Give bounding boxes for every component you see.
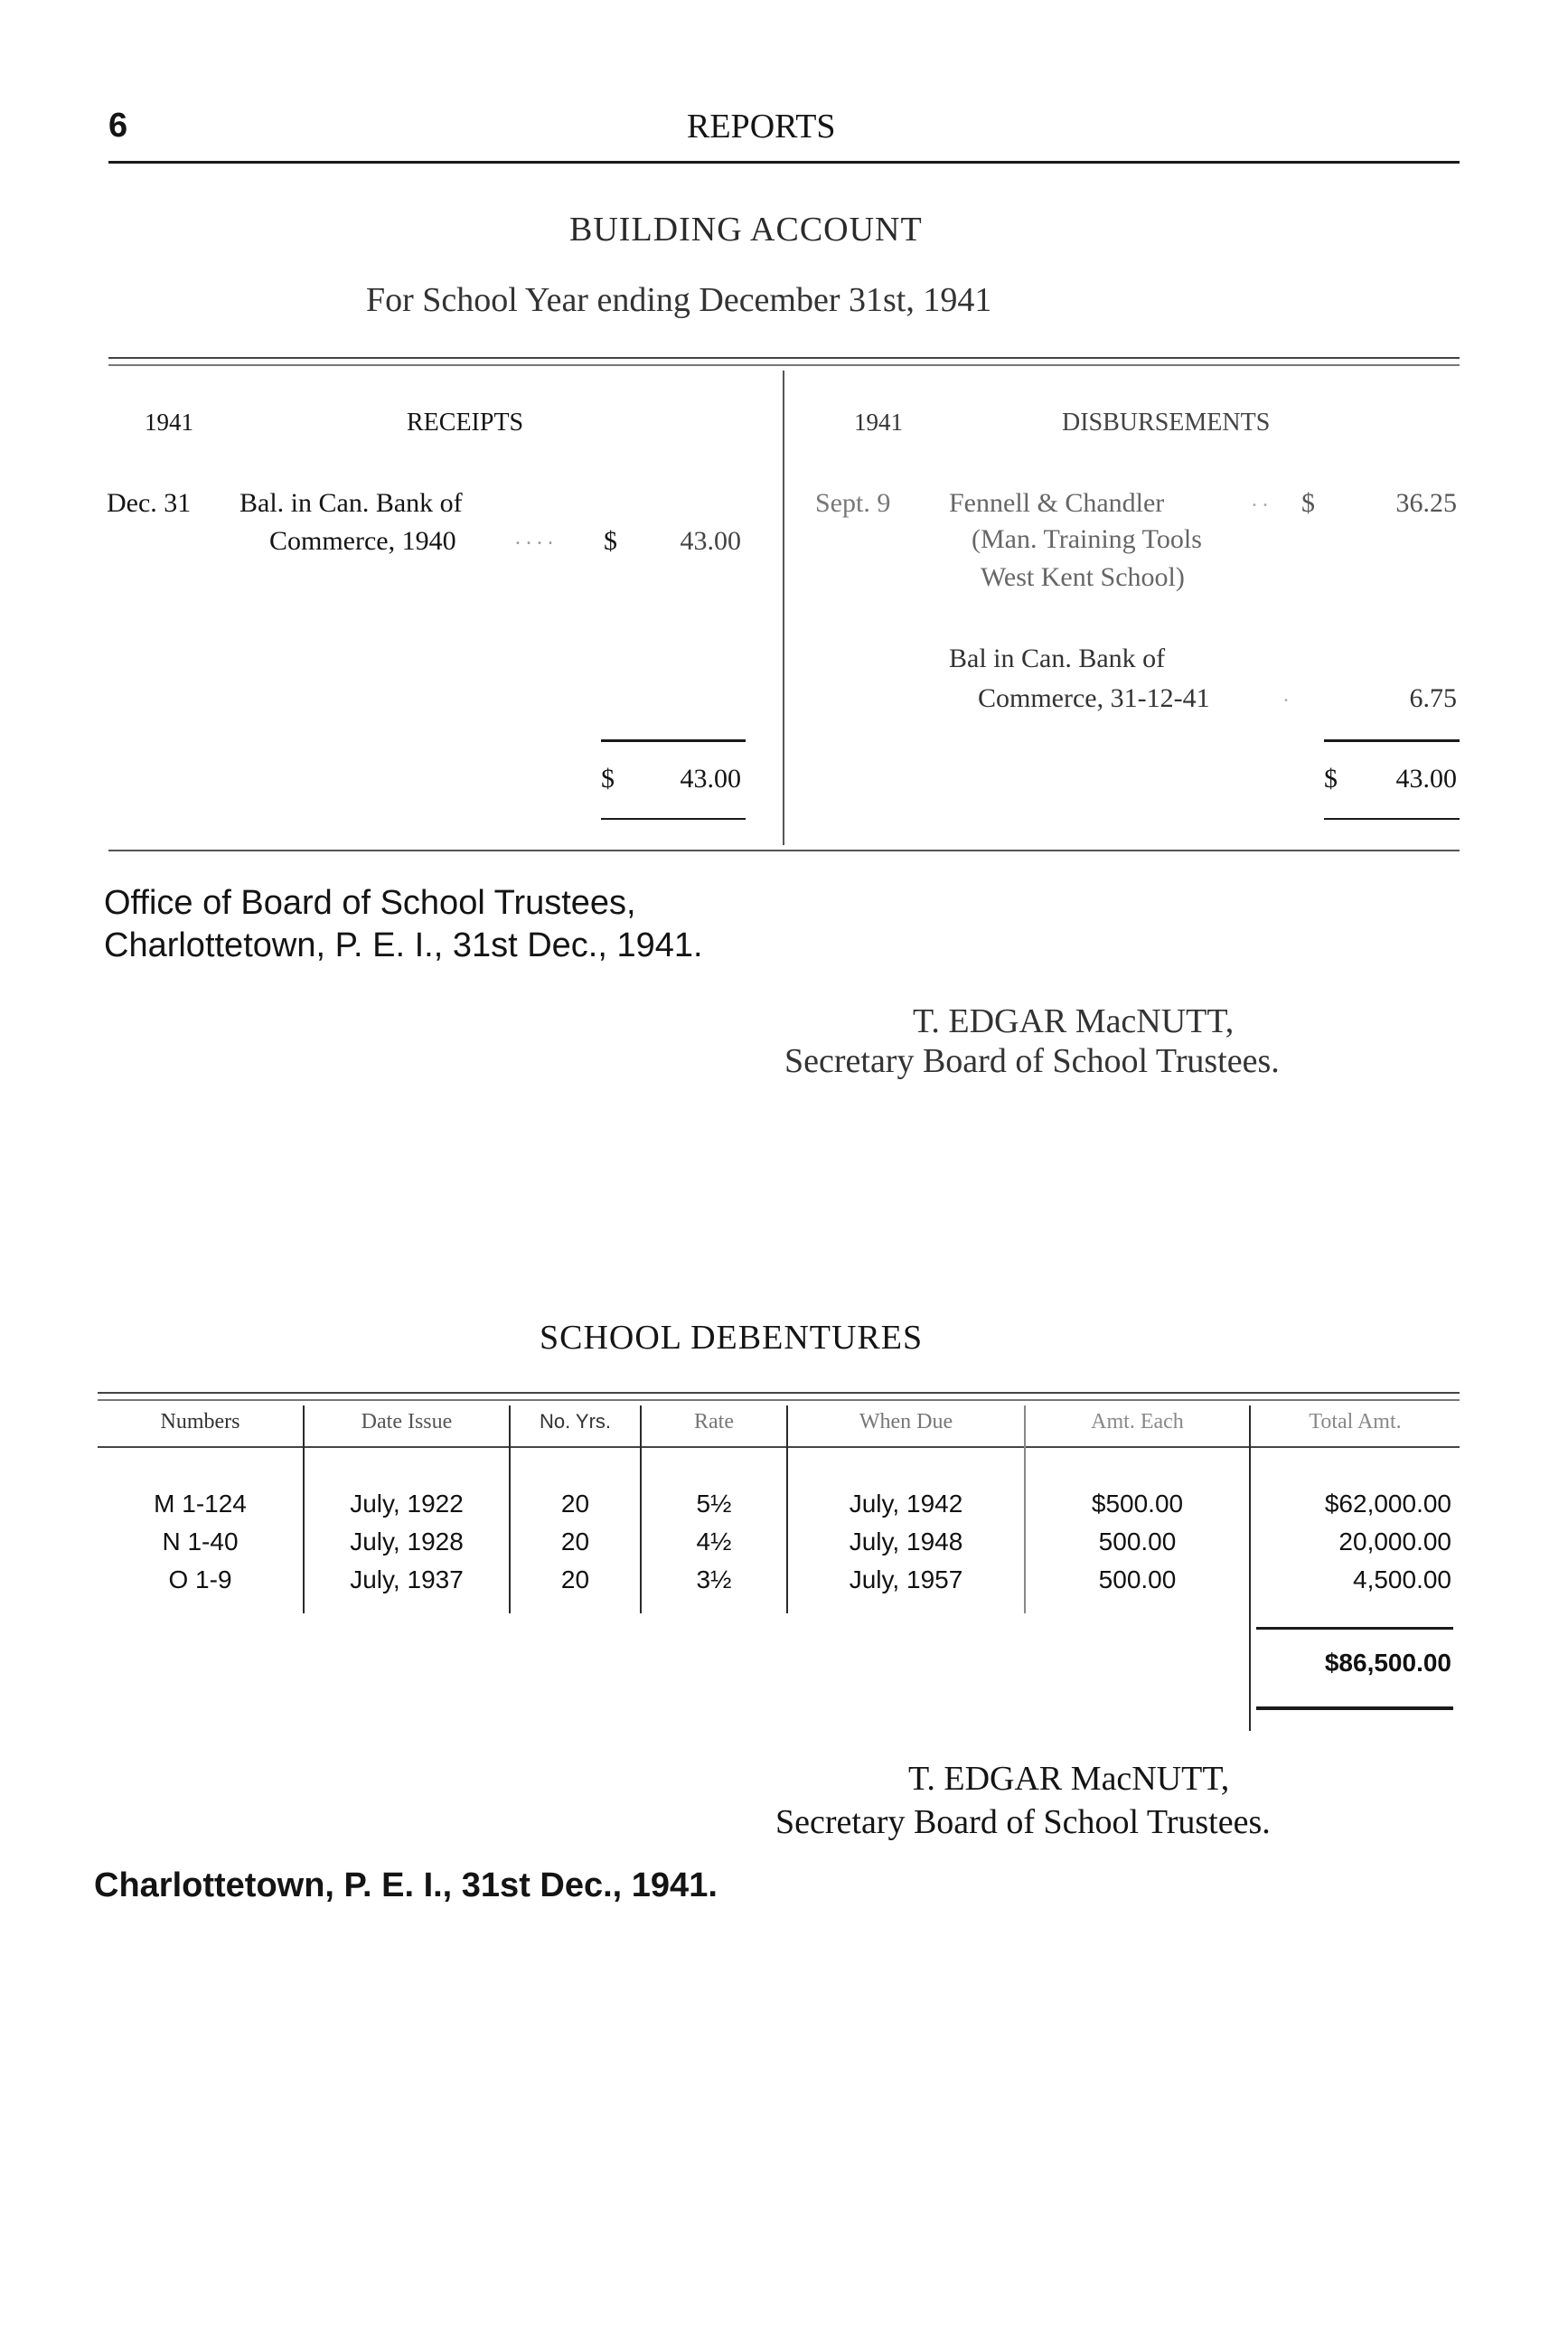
office-line2: Charlottetown, P. E. I., 31st Dec., 1941.: [104, 926, 703, 964]
disb-total-rule-top: [1324, 739, 1460, 742]
debentures-top-rule-2: [98, 1399, 1460, 1401]
row2-numbers: N 1-40: [162, 1528, 239, 1556]
grand-total-rule-top: [1256, 1627, 1453, 1630]
signature2-name: T. EDGAR MacNUTT,: [908, 1760, 1230, 1798]
account-top-rule-2: [108, 364, 1460, 366]
office-line1: Office of Board of School Trustees,: [104, 884, 636, 922]
row3-amt-each: 500.00: [1098, 1565, 1177, 1593]
row2-total-amt: 20,000.00: [1338, 1528, 1451, 1556]
disb-entry2-line2: Commerce, 31-12-41: [978, 683, 1210, 713]
receipts-heading: RECEIPTS: [407, 409, 524, 437]
col-header-date-issue: Date Issue: [361, 1410, 453, 1434]
disb-total-rule-bottom: [1324, 818, 1460, 820]
receipt-entry-date: Dec. 31: [107, 488, 192, 518]
row3-rate: 3½: [696, 1565, 732, 1593]
grand-total: $86,500.00: [1324, 1649, 1451, 1677]
receipts-year: 1941: [145, 409, 193, 436]
disb-entry1-line1: Fennell & Chandler: [949, 488, 1165, 518]
disb-total-amount: 43.00: [1395, 764, 1457, 794]
disb-entry1-date: Sept. 9: [815, 488, 891, 518]
disbursements-year: 1941: [854, 409, 903, 436]
disb-entry1-leader: . .: [1252, 488, 1268, 512]
row3-when-due: July, 1957: [849, 1565, 963, 1593]
row1-total-amt: $62,000.00: [1324, 1490, 1451, 1518]
disb-entry1-line3: West Kent School): [981, 562, 1185, 592]
row2-no-yrs: 20: [560, 1528, 590, 1556]
receipt-entry-leader: . . . .: [515, 526, 553, 550]
col-header-when-due: When Due: [859, 1410, 953, 1434]
receipt-entry-currency: $: [604, 526, 617, 556]
debentures-top-rule-1: [98, 1392, 1460, 1394]
receipt-entry-line1: Bal. in Can. Bank of: [239, 488, 463, 518]
page-number: 6: [108, 107, 128, 145]
disb-entry2-leader: .: [1283, 683, 1289, 707]
row1-numbers: M 1-124: [154, 1490, 247, 1518]
disb-entry1-currency: $: [1301, 488, 1315, 518]
building-account-subtitle: For School Year ending December 31st, 1941: [366, 281, 992, 319]
row1-date-issue: July, 1922: [350, 1490, 464, 1518]
account-divider: [783, 371, 784, 845]
row3-numbers: O 1-9: [168, 1565, 232, 1593]
row2-rate: 4½: [696, 1528, 732, 1556]
disbursements-heading: DISBURSEMENTS: [1062, 409, 1271, 437]
account-bottom-rule: [108, 850, 1460, 851]
row2-when-due: July, 1948: [849, 1528, 963, 1556]
row3-date-issue: July, 1937: [350, 1565, 464, 1593]
row1-rate: 5½: [696, 1490, 732, 1518]
running-title: REPORTS: [687, 108, 836, 146]
row1-no-yrs: 20: [560, 1490, 590, 1518]
col-header-total-amt: Total Amt.: [1309, 1410, 1402, 1434]
debentures-title: SCHOOL DEBENTURES: [540, 1319, 924, 1357]
disb-entry1-line2: (Man. Training Tools: [972, 524, 1202, 554]
disb-entry2-amount: 6.75: [1409, 683, 1457, 713]
row1-amt-each: $500.00: [1091, 1490, 1184, 1518]
signature2-title: Secretary Board of School Trustees.: [775, 1803, 1271, 1841]
footer-place-date: Charlottetown, P. E. I., 31st Dec., 1941.: [94, 1866, 718, 1904]
row2-amt-each: 500.00: [1098, 1528, 1177, 1556]
signature1-title: Secretary Board of School Trustees.: [784, 1042, 1280, 1080]
row1-when-due: July, 1942: [849, 1490, 963, 1518]
grand-total-rule-bottom: [1256, 1706, 1453, 1710]
col-header-numbers: Numbers: [160, 1410, 240, 1434]
disb-entry1-amount: 36.25: [1395, 488, 1457, 518]
receipt-entry-line2: Commerce, 1940: [269, 526, 456, 556]
row2-date-issue: July, 1928: [350, 1528, 464, 1556]
building-account-title: BUILDING ACCOUNT: [569, 211, 923, 249]
receipts-total-rule-bottom: [601, 818, 746, 820]
disb-entry2-line1: Bal in Can. Bank of: [949, 644, 1166, 673]
col-header-rate: Rate: [694, 1410, 734, 1434]
receipts-total-rule-top: [601, 739, 746, 742]
receipt-entry-amount: 43.00: [680, 526, 741, 556]
account-top-rule-1: [108, 357, 1460, 359]
row3-no-yrs: 20: [560, 1565, 590, 1593]
signature1-name: T. EDGAR MacNUTT,: [913, 1002, 1235, 1040]
col-header-amt-each: Amt. Each: [1091, 1410, 1184, 1434]
col-header-no-yrs: No. Yrs.: [539, 1410, 612, 1433]
disb-total-currency: $: [1324, 764, 1338, 794]
receipts-total-currency: $: [601, 764, 615, 794]
header-rule: [108, 161, 1460, 164]
receipts-total-amount: 43.00: [680, 764, 741, 794]
row3-total-amt: 4,500.00: [1353, 1565, 1451, 1593]
